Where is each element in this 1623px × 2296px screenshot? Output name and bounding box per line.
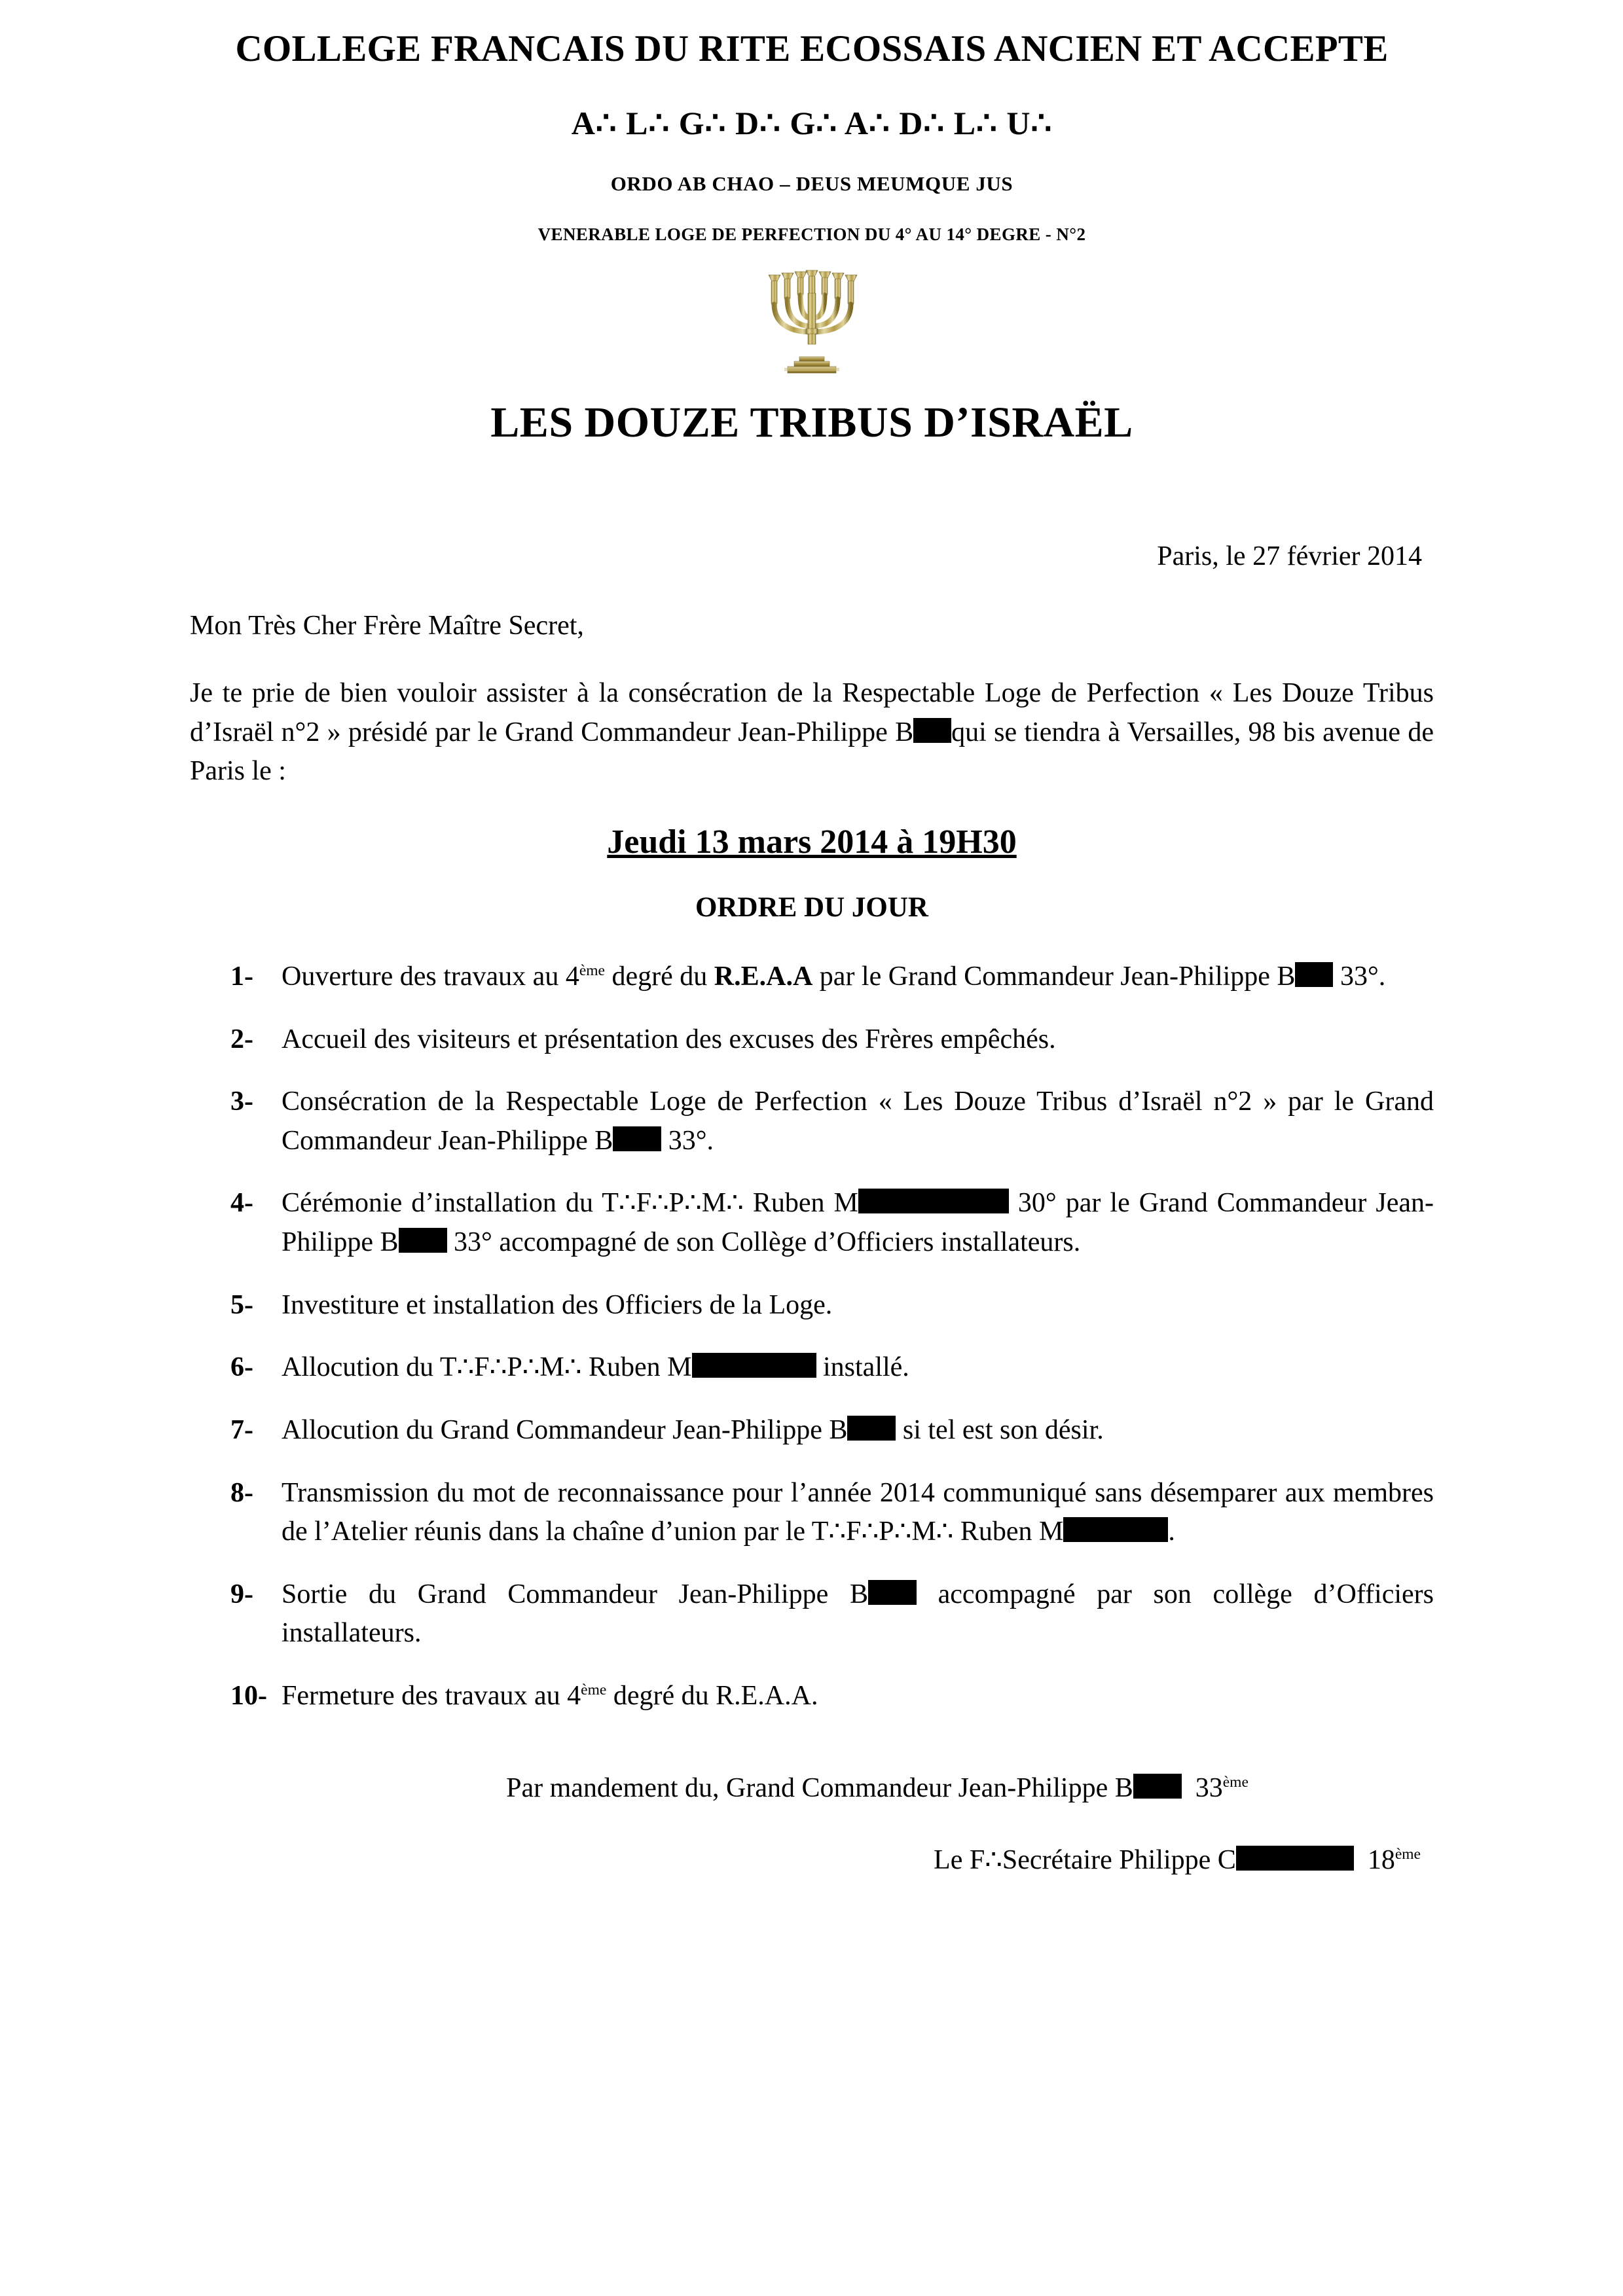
agenda-item-number: 8- xyxy=(230,1477,253,1508)
agenda-item-text: Consécration de la Respectable Loge de Perfection « Les Douze Tribus d’Israël n°2 » par le Grand Commandeur Jean-Philippe B 33°. xyxy=(282,1086,1434,1156)
agenda-item-number: 9- xyxy=(230,1579,253,1609)
signature-line-2-degree-sup: ème xyxy=(1395,1845,1421,1863)
intro-part-1: Je te prie de bien vouloir assister à la consécration de la Respectable Loge de Perfection « Les Douze Tribus d’Israël n°2 » présidé par le Grand Commandeur Jean-Philippe B xyxy=(190,678,1434,747)
masonic-abbreviation: T∴F∴P∴M∴ xyxy=(439,1352,582,1383)
signature-line-2-degree: 18 xyxy=(1367,1844,1395,1875)
masthead-algdgadlu-line: A∴ L∴ G∴ D∴ G∴ A∴ D∴ L∴ U∴ xyxy=(571,105,1053,141)
agenda-item xyxy=(190,1348,1434,1388)
document-body xyxy=(190,0,1434,1876)
agenda-item-text: Accueil des visiteurs et présentation des excuses des Frères empêchés. xyxy=(282,1024,1056,1054)
agenda-item xyxy=(190,1184,1434,1262)
agenda-item xyxy=(190,1286,1434,1325)
signature-secretary xyxy=(190,1843,1434,1876)
signature-grand-commander xyxy=(190,1772,1434,1804)
masthead-motto-line: ORDO AB CHAO – DEUS MEUMQUE JUS xyxy=(610,172,1013,195)
agenda-item-text: Fermeture des travaux au 4ème degré du R.E.A.A. xyxy=(282,1681,818,1711)
masthead-college-line: COLLEGE FRANCAIS DU RITE ECOSSAIS ANCIEN ET ACCEPTE xyxy=(235,28,1389,69)
salutation xyxy=(190,610,1434,641)
agenda-item xyxy=(190,1020,1434,1060)
agenda-item-text: Sortie du Grand Commandeur Jean-Philippe B accompagné par son collège d’Officiers installateurs. xyxy=(282,1579,1434,1649)
agenda-heading: ORDRE DU JOUR xyxy=(695,891,928,923)
redaction-bar xyxy=(1063,1517,1168,1542)
masonic-abbreviation: T∴F∴P∴M∴ xyxy=(602,1188,744,1219)
signature-line-1-text: Par mandement du, Grand Commandeur Jean-Philippe B xyxy=(506,1772,1133,1803)
agenda-item xyxy=(190,1411,1434,1450)
signature-line-1-degree-sup: ème xyxy=(1222,1773,1249,1791)
agenda-item-number: 6- xyxy=(230,1352,253,1383)
ordinal-suffix: ème xyxy=(581,1681,607,1698)
agenda-item-number: 10- xyxy=(230,1681,267,1711)
agenda-item-text: Transmission du mot de reconnaissance pour l’année 2014 communiqué sans désemparer aux membres de l’Atelier réunis dans la chaîne d’union par le T∴F∴P∴M∴ Ruben M . xyxy=(282,1477,1434,1547)
redaction-bar xyxy=(1295,962,1333,987)
dateline: Paris, le 27 février 2014 xyxy=(1157,541,1422,571)
agenda-item-number: 7- xyxy=(230,1414,253,1445)
agenda-item-text: Allocution du Grand Commandeur Jean-Philippe B si tel est son désir. xyxy=(282,1414,1104,1445)
intro-part-2: qui se tiendra à Versailles, 98 bis avenue de Paris le : xyxy=(190,717,1434,787)
menorah-icon xyxy=(763,263,861,378)
agenda-item xyxy=(190,1474,1434,1552)
redaction-bar xyxy=(1236,1846,1354,1871)
agenda-item xyxy=(190,1677,1434,1716)
masonic-abbreviation: T∴F∴P∴M∴ xyxy=(811,1516,954,1547)
agenda-item-number: 1- xyxy=(230,961,253,992)
ordinal-suffix: ème xyxy=(579,961,605,979)
salutation-text: Mon Très Cher Frère Maître Secret, xyxy=(190,611,584,641)
intro-paragraph xyxy=(190,674,1434,791)
redaction-bar xyxy=(913,718,951,743)
agenda-item-number: 2- xyxy=(230,1024,253,1054)
page-title: LES DOUZE TRIBUS D’ISRAËL xyxy=(490,399,1133,446)
agenda-item xyxy=(190,958,1434,997)
redaction-bar xyxy=(399,1228,447,1253)
agenda-item xyxy=(190,1575,1434,1653)
redaction-bar xyxy=(868,1580,917,1605)
event-datetime-heading: Jeudi 13 mars 2014 à 19H30 xyxy=(607,823,1017,861)
agenda-item-number: 5- xyxy=(230,1289,253,1320)
agenda-item-text: Investiture et installation des Officiers de la Loge. xyxy=(282,1289,833,1320)
agenda-item-text: Cérémonie d’installation du T∴F∴P∴M∴ Ruben M 30° par le Grand Commandeur Jean-Philippe B 33° accompagné de son Collège d’Officiers installateurs. xyxy=(282,1188,1434,1257)
agenda-item-text: Ouverture des travaux au 4ème degré du R.E.A.A par le Grand Commandeur Jean-Philippe B 33°. xyxy=(282,961,1386,992)
redaction-bar xyxy=(1133,1774,1182,1799)
agenda-list xyxy=(190,958,1434,1716)
emblem-container xyxy=(190,263,1434,381)
agenda-item-number: 3- xyxy=(230,1086,253,1117)
redaction-bar xyxy=(858,1189,1009,1213)
agenda-item xyxy=(190,1083,1434,1160)
redaction-bar xyxy=(613,1126,661,1151)
redaction-bar xyxy=(847,1416,896,1441)
signature-line-2-text: Le F∴Secrétaire Philippe C xyxy=(934,1844,1236,1875)
emphasis-text: R.E.A.A xyxy=(714,961,813,992)
signature-line-1-degree: 33 xyxy=(1195,1772,1223,1803)
agenda-item-number: 4- xyxy=(230,1188,253,1219)
agenda-item-text: Allocution du T∴F∴P∴M∴ Ruben M installé. xyxy=(282,1352,909,1383)
redaction-bar xyxy=(692,1353,816,1378)
masthead-lodge-degree-line: VENERABLE LOGE DE PERFECTION DU 4° AU 14° DEGRE - N°2 xyxy=(538,224,1086,244)
